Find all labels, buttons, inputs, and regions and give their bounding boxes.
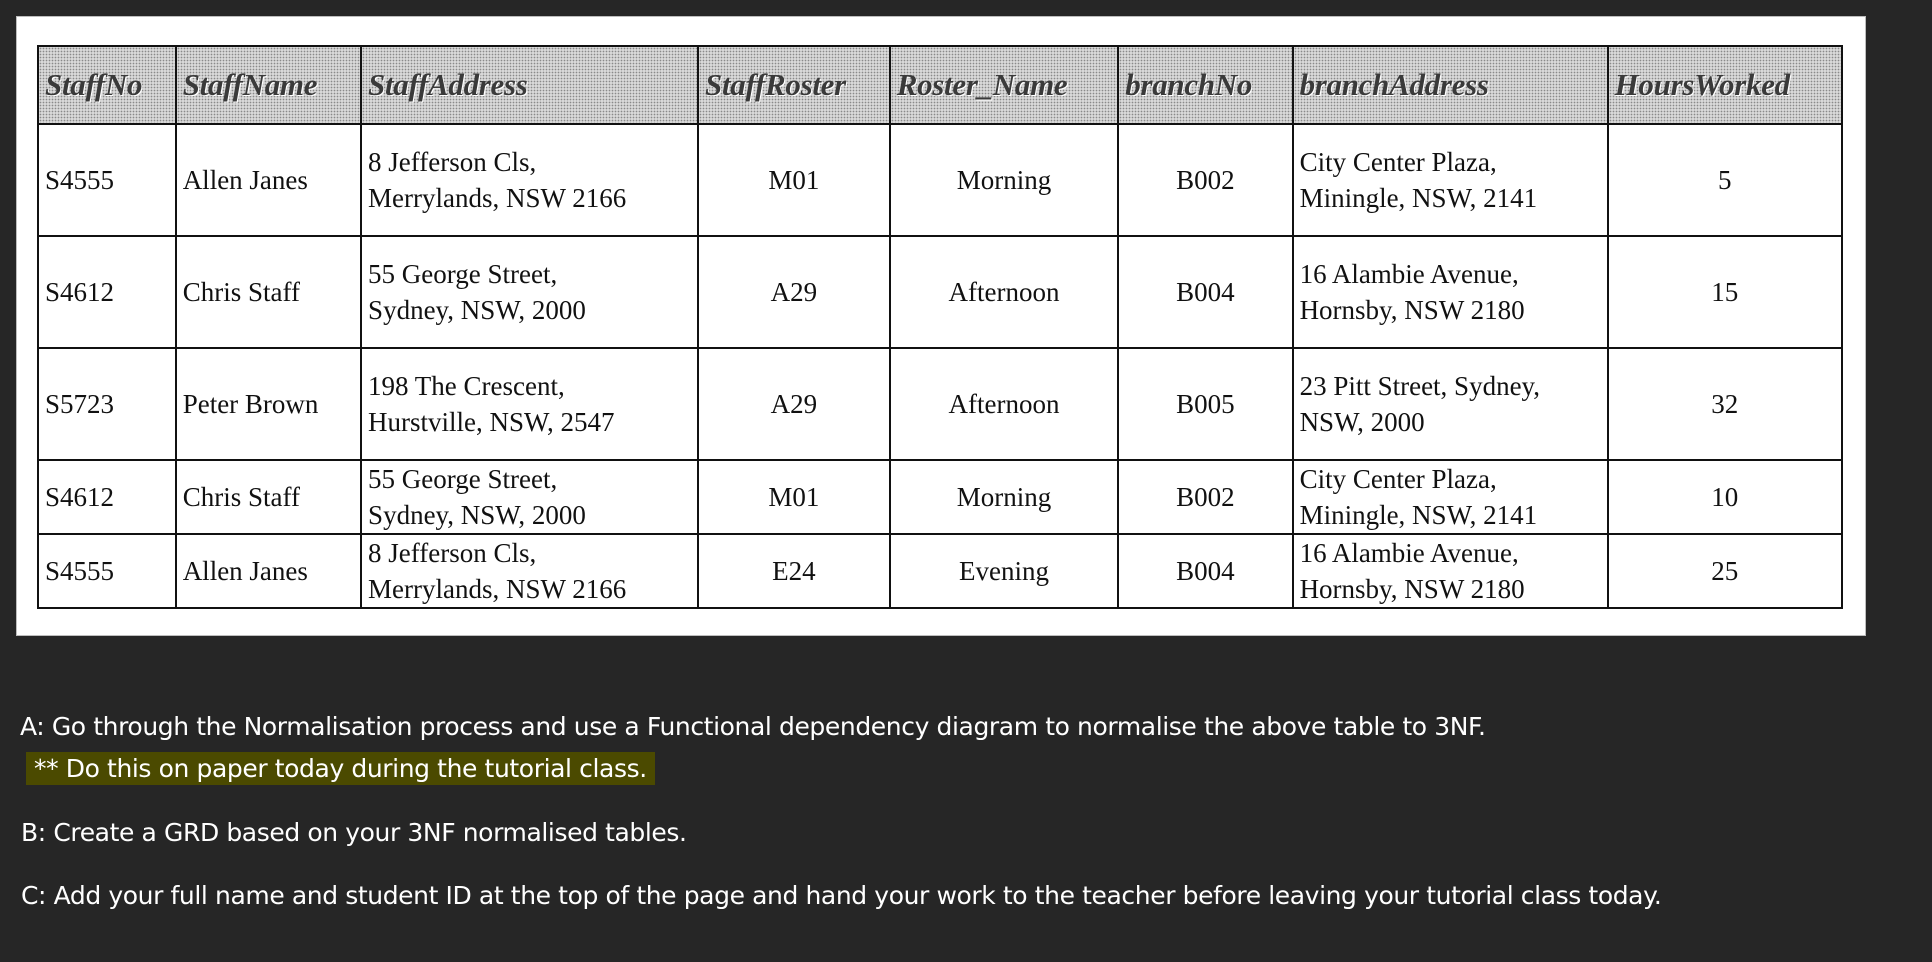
cell-branch-no: B004 (1118, 534, 1292, 608)
cell-roster-name: Afternoon (890, 348, 1119, 460)
cell-branch-no: B004 (1118, 236, 1292, 348)
cell-staff-no: S5723 (38, 348, 176, 460)
address-line: 16 Alambie Avenue, (1299, 538, 1519, 568)
cell-hours-worked: 15 (1608, 236, 1842, 348)
header-staffaddress: StaffAddress (361, 46, 698, 124)
task-b-text: B: Create a GRD based on your 3NF normalised tables. (21, 818, 687, 847)
cell-roster-name: Evening (890, 534, 1119, 608)
cell-hours-worked: 32 (1608, 348, 1842, 460)
cell-branch-address (1293, 124, 1608, 236)
address-line: 8 Jefferson Cls, (368, 538, 537, 568)
cell-staff-no: S4555 (38, 124, 176, 236)
task-a-note (26, 754, 655, 783)
cell-staff-roster: E24 (698, 534, 890, 608)
cell-staff-no: S4612 (38, 236, 176, 348)
table-row (38, 124, 1842, 236)
cell-roster-name: Afternoon (890, 236, 1119, 348)
header-staffname: StaffName (176, 46, 361, 124)
cell-staff-name: Chris Staff (176, 236, 361, 348)
table-image-panel (16, 16, 1866, 636)
cell-staff-address (361, 124, 698, 236)
address-line: Hornsby, NSW 2180 (1299, 574, 1525, 604)
header-hoursworked: HoursWorked (1608, 46, 1842, 124)
cell-branch-no: B005 (1118, 348, 1292, 460)
cell-staff-name: Allen Janes (176, 124, 361, 236)
cell-staff-roster: A29 (698, 236, 890, 348)
header-branchno: branchNo (1118, 46, 1292, 124)
address-line: Miningle, NSW, 2141 (1299, 500, 1538, 530)
table-row (38, 460, 1842, 534)
table-header-row (38, 46, 1842, 124)
cell-staff-address (361, 348, 698, 460)
address-line: Sydney, NSW, 2000 (368, 295, 586, 325)
cell-staff-name: Allen Janes (176, 534, 361, 608)
address-line: Sydney, NSW, 2000 (368, 500, 586, 530)
address-line: Miningle, NSW, 2141 (1299, 183, 1538, 213)
table-row (38, 348, 1842, 460)
address-line: 16 Alambie Avenue, (1299, 259, 1519, 289)
address-line: City Center Plaza, (1299, 147, 1497, 177)
cell-staff-no: S4612 (38, 460, 176, 534)
address-line: 55 George Street, (368, 464, 558, 494)
cell-staff-address (361, 460, 698, 534)
cell-staff-roster: A29 (698, 348, 890, 460)
cell-branch-address (1293, 534, 1608, 608)
cell-roster-name: Morning (890, 124, 1119, 236)
table-row (38, 534, 1842, 608)
cell-branch-address (1293, 460, 1608, 534)
header-roster-name: Roster_Name (890, 46, 1119, 124)
cell-hours-worked: 25 (1608, 534, 1842, 608)
highlighted-note: ** Do this on paper today during the tutorial class. (26, 752, 655, 785)
cell-staff-address (361, 534, 698, 608)
address-line: City Center Plaza, (1299, 464, 1497, 494)
header-staffno: StaffNo (38, 46, 176, 124)
cell-branch-no: B002 (1118, 124, 1292, 236)
staff-table (37, 45, 1843, 609)
address-line: Hurstville, NSW, 2547 (368, 407, 615, 437)
address-line: 198 The Crescent, (368, 371, 565, 401)
header-branchaddress: branchAddress (1293, 46, 1608, 124)
cell-staff-name: Chris Staff (176, 460, 361, 534)
cell-staff-no: S4555 (38, 534, 176, 608)
header-staffroster: StaffRoster (698, 46, 890, 124)
cell-branch-no: B002 (1118, 460, 1292, 534)
task-a-text: A: Go through the Normalisation process and use a Functional dependency diagram to normalise the above table to 3NF. (20, 712, 1486, 741)
cell-hours-worked: 10 (1608, 460, 1842, 534)
cell-branch-address (1293, 236, 1608, 348)
cell-staff-address (361, 236, 698, 348)
address-line: Merrylands, NSW 2166 (368, 574, 627, 604)
address-line: Merrylands, NSW 2166 (368, 183, 627, 213)
cell-branch-address (1293, 348, 1608, 460)
table-row (38, 236, 1842, 348)
cell-roster-name: Morning (890, 460, 1119, 534)
cell-staff-roster: M01 (698, 124, 890, 236)
cell-hours-worked: 5 (1608, 124, 1842, 236)
address-line: NSW, 2000 (1299, 407, 1425, 437)
cell-staff-name: Peter Brown (176, 348, 361, 460)
address-line: 23 Pitt Street, Sydney, (1299, 371, 1541, 401)
address-line: 8 Jefferson Cls, (368, 147, 537, 177)
address-line: Hornsby, NSW 2180 (1299, 295, 1525, 325)
cell-staff-roster: M01 (698, 460, 890, 534)
task-c-text: C: Add your full name and student ID at the top of the page and hand your work to the teacher before leaving your tutorial class today. (21, 881, 1662, 910)
address-line: 55 George Street, (368, 259, 558, 289)
